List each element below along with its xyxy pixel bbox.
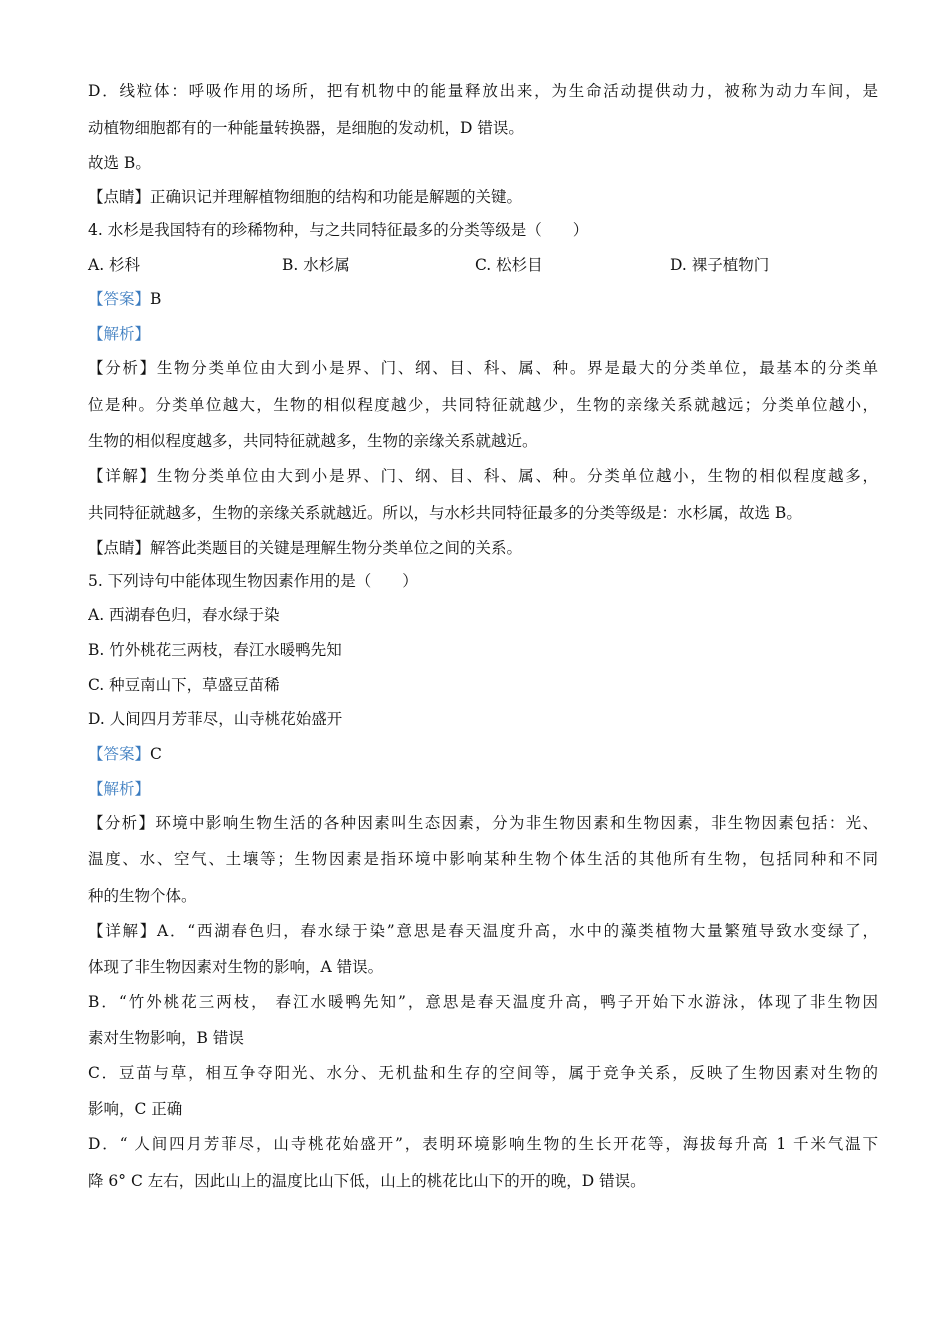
q5-xiangjie-b-line1: B．“竹外桃花三两枝， 春江水暖鸭先知”，意思是春天温度升高，鸭子开始下水游泳，体现了非生物因 [88,993,878,1011]
fenxi-text: 生物分类单位由大到小是界、门、纲、目、科、属、种。界是最大的分类单位，最基本的分类单 [156,359,878,377]
q3-option-d-explanation-line1: D．线粒体：呼吸作用的场所，把有机物中的能量释放出来，为生命活动提供动力，被称为动力车间，是 [88,82,878,100]
q5-xiangjie-d-line1: D．“ 人间四月芳菲尽，山寺桃花始盛开”，表明环境影响生物的生长开花等，海拔每升高 1 千米气温下 [88,1135,878,1153]
q4-analysis-tag: 【解析】 [88,325,151,343]
q4-stem: 4. 水杉是我国特有的珍稀物种，与之共同特征最多的分类等级是（ ） [88,221,589,239]
q4-answer [88,288,878,310]
comment-tag: 【点睛】 [88,539,151,557]
q5-xiangjie-a-line1 [88,920,878,942]
q4-xiangjie-line2: 共同特征就越多，生物的亲缘关系就越近。所以，与水杉共同特征最多的分类等级是：水杉属，故选 B。 [88,504,802,522]
answer-value: B [150,290,162,308]
comment-text: 正确识记并理解植物细胞的结构和功能是解题的关键。 [150,188,523,206]
q5-xiangjie-c-line2: 影响，C 正确 [88,1100,183,1118]
q5-fenxi-line3: 种的生物个体。 [88,887,197,905]
q4-fenxi-line2: 位是种。分类单位越大，生物的相似程度越少，共同特征就越少，生物的亲缘关系就越远；分类单位越小， [88,396,878,414]
q5-xiangjie-a-line2: 体现了非生物因素对生物的影响，A 错误。 [88,958,384,976]
q3-choose-answer: 故选 B。 [88,154,151,172]
xiangjie-tag: 【详解】 [88,467,157,485]
fenxi-tag: 【分析】 [88,814,156,832]
q4-option-a: A. 杉科 [88,256,141,274]
xiangjie-text: 生物分类单位由大到小是界、门、纲、目、科、属、种。分类单位越小，生物的相似程度越多， [156,467,878,485]
q4-option-d: D. 裸子植物门 [670,256,770,274]
answer-tag: 【答案】 [88,745,151,763]
answer-tag: 【答案】 [88,290,151,308]
q4-xiangjie-line1 [88,465,878,487]
q5-fenxi-line2: 温度、水、空气、土壤等；生物因素是指环境中影响某种生物个体生活的其他所有生物，包括同种和不同 [88,850,878,868]
q5-option-d: D. 人间四月芳菲尽，山寺桃花始盛开 [88,710,343,728]
q3-comment [88,186,878,208]
comment-text: 解答此类题目的关键是理解生物分类单位之间的关系。 [150,539,523,557]
q4-options [88,254,878,276]
q5-answer [88,743,878,765]
q4-option-c: C. 松杉目 [475,256,543,274]
xiangjie-tag: 【详解】 [88,922,158,940]
xiangjie-text: A．“西湖春色归，春水绿于染”意思是春天温度升高，水中的藻类植物大量繁殖导致水变绿了， [157,922,878,940]
q5-xiangjie-c-line1: C．豆苗与草，相互争夺阳光、水分、无机盐和生存的空间等，属于竞争关系，反映了生物因素对生物的 [88,1064,878,1082]
fenxi-text: 环境中影响生物生活的各种因素叫生态因素，分为非生物因素和生物因素，非生物因素包括：光、 [155,814,878,832]
answer-value: C [150,745,162,763]
q5-option-c: C. 种豆南山下，草盛豆苗稀 [88,676,280,694]
q5-fenxi-line1 [88,812,878,834]
comment-tag: 【点睛】 [88,188,151,206]
q4-fenxi-line3: 生物的相似程度越多，共同特征就越多，生物的亲缘关系就越近。 [88,432,538,450]
q5-stem: 5. 下列诗句中能体现生物因素作用的是（ ） [88,572,418,590]
q5-analysis-tag: 【解析】 [88,780,151,798]
q5-xiangjie-b-line2: 素对生物影响，B 错误 [88,1029,244,1047]
q5-option-b: B. 竹外桃花三两枝，春江水暖鸭先知 [88,641,342,659]
q5-xiangjie-d-line2: 降 6° C 左右，因此山上的温度比山下低，山上的桃花比山下的开的晚，D 错误。 [88,1172,646,1190]
q4-option-b: B. 水杉属 [282,256,350,274]
q4-fenxi-line1 [88,357,878,379]
fenxi-tag: 【分析】 [88,359,157,377]
q4-comment [88,537,878,559]
q3-option-d-explanation-line2: 动植物细胞都有的一种能量转换器，是细胞的发动机，D 错误。 [88,119,524,137]
q5-option-a: A. 西湖春色归，春水绿于染 [88,606,280,624]
